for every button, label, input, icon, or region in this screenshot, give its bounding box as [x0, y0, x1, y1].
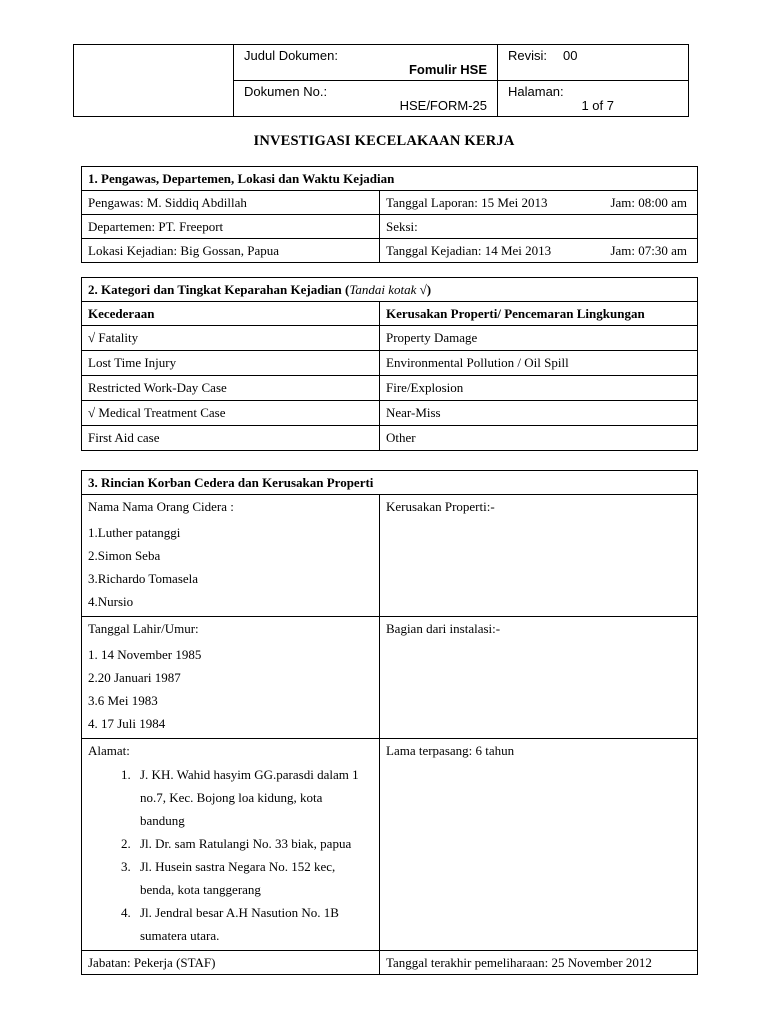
section-2-heading-note: Tandai kotak √: [349, 282, 427, 297]
jabatan-field: Jabatan: Pekerja (STAF): [82, 951, 380, 975]
document-header: [73, 44, 689, 117]
section-2-heading-close: ): [426, 282, 432, 297]
category-near-miss[interactable]: Near-Miss: [380, 401, 698, 426]
nama-item: 2.Simon Seba: [88, 548, 161, 563]
section-1-table: [81, 166, 698, 263]
tanggal-kejadian-field: Tanggal Kejadian: 14 Mei 2013: [386, 243, 552, 258]
tanggal-laporan-field: Tanggal Laporan: 15 Mei 2013: [386, 195, 548, 210]
dokno-label: Dokumen No.:: [244, 84, 328, 99]
nama-cell: [82, 495, 380, 617]
kerusakan-properti-field: Kerusakan Properti:-: [380, 495, 698, 617]
jam-laporan-field: Jam: 08:00 am: [610, 195, 688, 210]
seksi-field: Seksi:: [380, 215, 698, 239]
alamat-list: [88, 763, 373, 947]
lahir-item: 3.6 Mei 1983: [88, 693, 158, 708]
category-fire-explosion[interactable]: Fire/Explosion: [380, 376, 698, 401]
category-lost-time-injury[interactable]: Lost Time Injury: [82, 351, 380, 376]
departemen-field: Departemen: PT. Freeport: [82, 215, 380, 239]
judul-value: Fomulir HSE: [408, 62, 487, 77]
kecederaan-header: Kecederaan: [82, 302, 380, 326]
alamat-item: 3. Jl. Husein sastra Negara No. 152 kec, benda, kota tanggerang: [134, 855, 370, 901]
nama-item: 1.Luther patanggi: [88, 525, 181, 540]
lahir-item: 1. 14 November 1985: [88, 647, 202, 662]
alamat-item: 1. J. KH. Wahid hasyim GG.parasdi dalam 1 no.7, Kec. Bojong loa kidung, kota bandung: [134, 763, 370, 832]
logo-cell: [74, 45, 234, 117]
alamat-cell: [82, 739, 380, 951]
lahir-label: Tanggal Lahir/Umur:: [88, 621, 199, 636]
lahir-item: 4. 17 Juli 1984: [88, 716, 166, 731]
halaman-value: 1 of 7: [581, 98, 614, 113]
pemeliharaan-field: Tanggal terakhir pemeliharaan: 25 November 2012: [380, 951, 698, 975]
nama-item: 4.Nursio: [88, 594, 134, 609]
category-other[interactable]: Other: [380, 426, 698, 451]
section-3-heading: 3. Rincian Korban Cedera dan Kerusakan Properti: [82, 471, 698, 495]
page-title: INVESTIGASI KECELAKAAN KERJA: [253, 133, 515, 149]
dokno-cell: [234, 81, 498, 117]
lahir-item: 2.20 Januari 1987: [88, 670, 181, 685]
category-medical-treatment[interactable]: √ Medical Treatment Case: [82, 401, 380, 426]
bagian-instalasi-field: Bagian dari instalasi:-: [380, 617, 698, 739]
alamat-item: 2. Jl. Dr. sam Ratulangi No. 33 biak, papua: [134, 832, 370, 855]
halaman-label: Halaman:: [508, 84, 564, 99]
dokno-value: HSE/FORM-25: [399, 98, 487, 113]
category-environmental-pollution[interactable]: Environmental Pollution / Oil Spill: [380, 351, 698, 376]
revisi-label: Revisi:: [508, 48, 548, 63]
section-2-table: [81, 277, 698, 451]
lama-terpasang-field: Lama terpasang: 6 tahun: [380, 739, 698, 951]
category-property-damage[interactable]: Property Damage: [380, 326, 698, 351]
alamat-label: Alamat:: [88, 743, 130, 758]
section-3-table: [81, 470, 698, 975]
section-2-heading-text: 2. Kategori dan Tingkat Keparahan Kejadian (: [88, 282, 350, 297]
nama-item: 3.Richardo Tomasela: [88, 571, 199, 586]
lahir-cell: [82, 617, 380, 739]
judul-label: Judul Dokumen:: [244, 48, 338, 63]
pengawas-field: Pengawas: M. Siddiq Abdillah: [82, 191, 380, 215]
halaman-cell: [498, 81, 689, 117]
nama-label: Nama Nama Orang Cidera :: [88, 499, 234, 514]
kerusakan-header: Kerusakan Properti/ Pencemaran Lingkungan: [380, 302, 698, 326]
revisi-cell: [498, 45, 689, 81]
category-first-aid[interactable]: First Aid case: [82, 426, 380, 451]
lokasi-field: Lokasi Kejadian: Big Gossan, Papua: [82, 239, 380, 263]
section-1-heading: 1. Pengawas, Departemen, Lokasi dan Waktu Kejadian: [82, 167, 698, 191]
category-restricted-work-day[interactable]: Restricted Work-Day Case: [82, 376, 380, 401]
revisi-value: 00: [563, 48, 578, 63]
jam-kejadian-field: Jam: 07:30 am: [610, 243, 688, 258]
judul-cell: [234, 45, 498, 81]
section-2-heading: [82, 278, 698, 302]
category-fatality[interactable]: √ Fatality: [82, 326, 380, 351]
alamat-item: 4. Jl. Jendral besar A.H Nasution No. 1B sumatera utara.: [134, 901, 370, 947]
